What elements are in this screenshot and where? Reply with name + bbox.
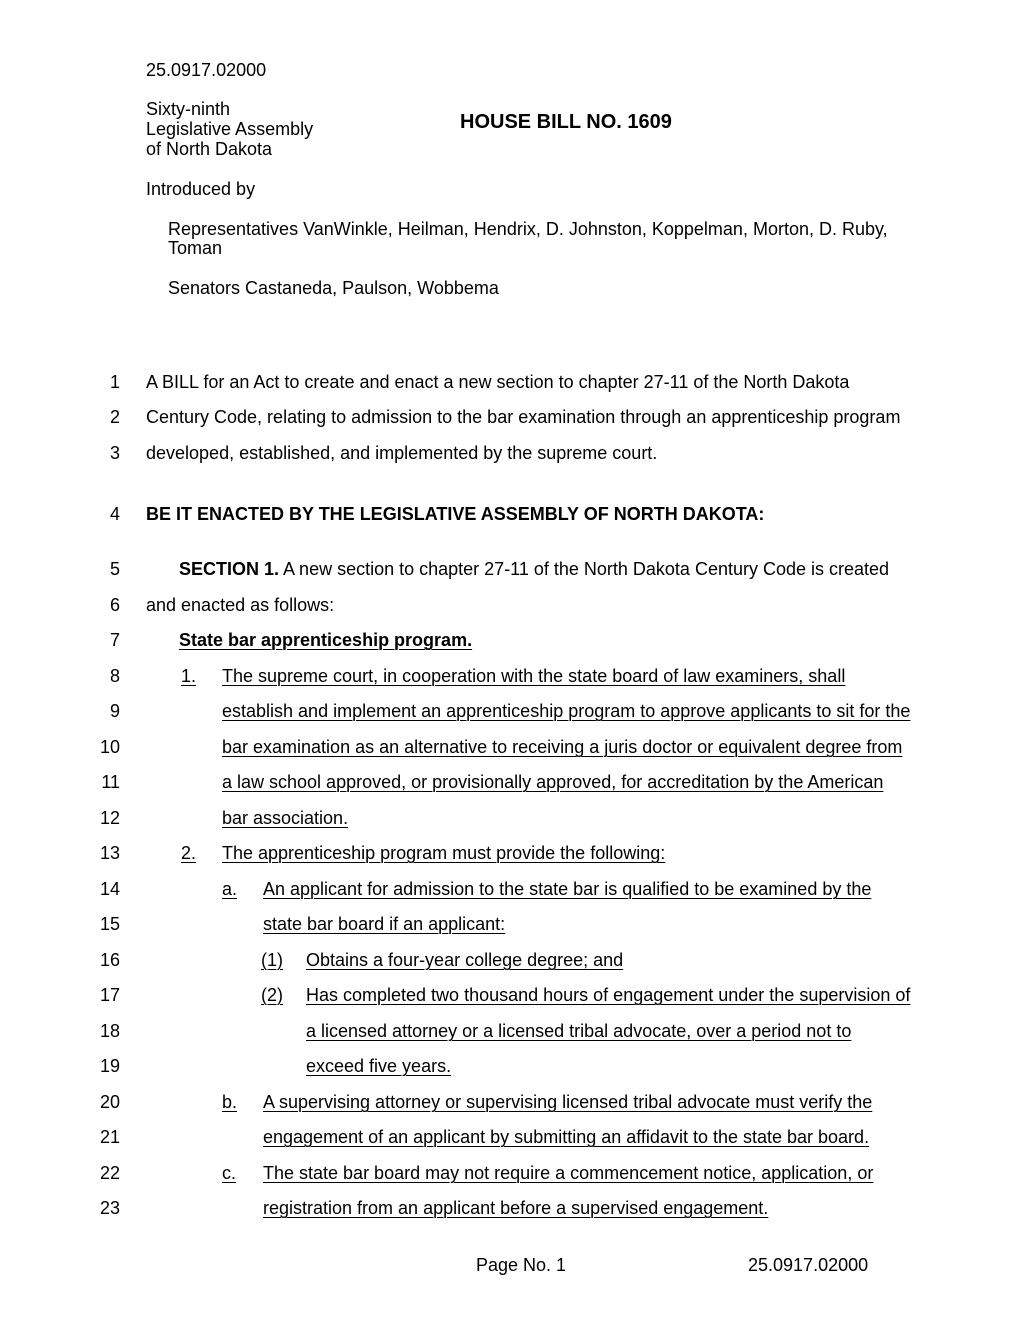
line-number: 11	[101, 772, 120, 792]
section-heading-line	[179, 559, 889, 579]
footer-document-number: 25.0917.02000	[748, 1255, 869, 1275]
line-number: 14	[99, 879, 120, 899]
line-number: 7	[109, 630, 120, 650]
line-number: 9	[109, 701, 120, 721]
subsection-marker: 1.	[181, 666, 197, 686]
new-text-line: establish and implement an apprenticeship program to approve applicants to sit for the	[222, 701, 911, 721]
subdivision-marker: a.	[222, 879, 238, 899]
bill-title-text: developed, established, and implemented by the supreme court.	[146, 443, 658, 463]
paragraph-marker: (1)	[261, 950, 283, 970]
new-text-line: exceed five years.	[306, 1056, 452, 1076]
new-text-line: state bar board if an applicant:	[263, 914, 506, 934]
section-text: and enacted as follows:	[146, 595, 335, 615]
new-text-line: The apprenticeship program must provide the following:	[222, 843, 666, 863]
line-number: 2	[109, 407, 120, 427]
new-text-line: a law school approved, or provisionally approved, for accreditation by the American	[222, 772, 884, 792]
line-number: 15	[99, 914, 120, 934]
section-text: A new section to chapter 27-11 of the North Dakota Century Code is created	[279, 559, 890, 579]
line-number: 13	[99, 843, 120, 863]
line-number: 23	[99, 1198, 120, 1218]
new-text-line: A supervising attorney or supervising licensed tribal advocate must verify the	[263, 1092, 873, 1112]
line-number: 19	[99, 1056, 120, 1076]
senators: Senators Castaneda, Paulson, Wobbema	[168, 278, 499, 298]
bill-title: HOUSE BILL NO. 1609	[460, 111, 672, 133]
bill-title-text: Century Code, relating to admission to the bar examination through an apprenticeship program	[146, 407, 901, 427]
line-number: 1	[109, 372, 120, 392]
document-number: 25.0917.02000	[146, 60, 267, 80]
line-number: 21	[99, 1127, 120, 1147]
new-text-line: Has completed two thousand hours of engagement under the supervision of	[306, 985, 911, 1005]
line-number: 17	[99, 985, 120, 1005]
representatives-line-1: Representatives VanWinkle, Heilman, Hendrix, D. Johnston, Koppelman, Morton, D. Ruby,	[168, 219, 888, 239]
representatives-line-2: Toman	[168, 238, 223, 258]
line-number: 20	[99, 1092, 120, 1112]
assembly-line-3: of North Dakota	[146, 139, 273, 159]
paragraph-marker: (2)	[261, 985, 283, 1005]
new-text-line: The state bar board may not require a commencement notice, application, or	[263, 1163, 874, 1183]
line-number: 12	[99, 808, 120, 828]
section-label: SECTION 1.	[179, 559, 280, 579]
new-text-line: engagement of an applicant by submitting an affidavit to the state bar board.	[263, 1127, 870, 1147]
page-number: Page No. 1	[476, 1255, 567, 1275]
introduced-by: Introduced by	[146, 179, 256, 199]
subsection-marker: 2.	[181, 843, 197, 863]
line-number: 8	[109, 666, 120, 686]
line-number: 22	[99, 1163, 120, 1183]
new-text-line: a licensed attorney or a licensed tribal advocate, over a period not to	[306, 1021, 852, 1041]
subdivision-marker: b.	[222, 1092, 238, 1112]
enacting-clause: BE IT ENACTED BY THE LEGISLATIVE ASSEMBLY OF NORTH DAKOTA:	[146, 504, 765, 524]
line-number: 4	[109, 504, 120, 524]
new-text-line: Obtains a four-year college degree; and	[306, 950, 624, 970]
subdivision-marker: c.	[222, 1163, 237, 1183]
line-number: 3	[109, 443, 120, 463]
bill-title-text: A BILL for an Act to create and enact a new section to chapter 27-11 of the North Dakota	[146, 372, 850, 392]
new-text-line: The supreme court, in cooperation with the state board of law examiners, shall	[222, 666, 846, 686]
line-number: 6	[109, 595, 120, 615]
line-number: 18	[99, 1021, 120, 1041]
new-text-line: An applicant for admission to the state bar is qualified to be examined by the	[263, 879, 872, 899]
new-text-line: registration from an applicant before a supervised engagement.	[263, 1198, 769, 1218]
assembly-line-1: Sixty-ninth	[146, 99, 231, 119]
section-caption: State bar apprenticeship program.	[179, 630, 473, 650]
assembly-line-2: Legislative Assembly	[146, 119, 314, 139]
line-number: 16	[99, 950, 120, 970]
new-text-line: bar association.	[222, 808, 349, 828]
line-number: 5	[109, 559, 120, 579]
line-number: 10	[99, 737, 120, 757]
new-text-line: bar examination as an alternative to receiving a juris doctor or equivalent degree from	[222, 737, 903, 757]
